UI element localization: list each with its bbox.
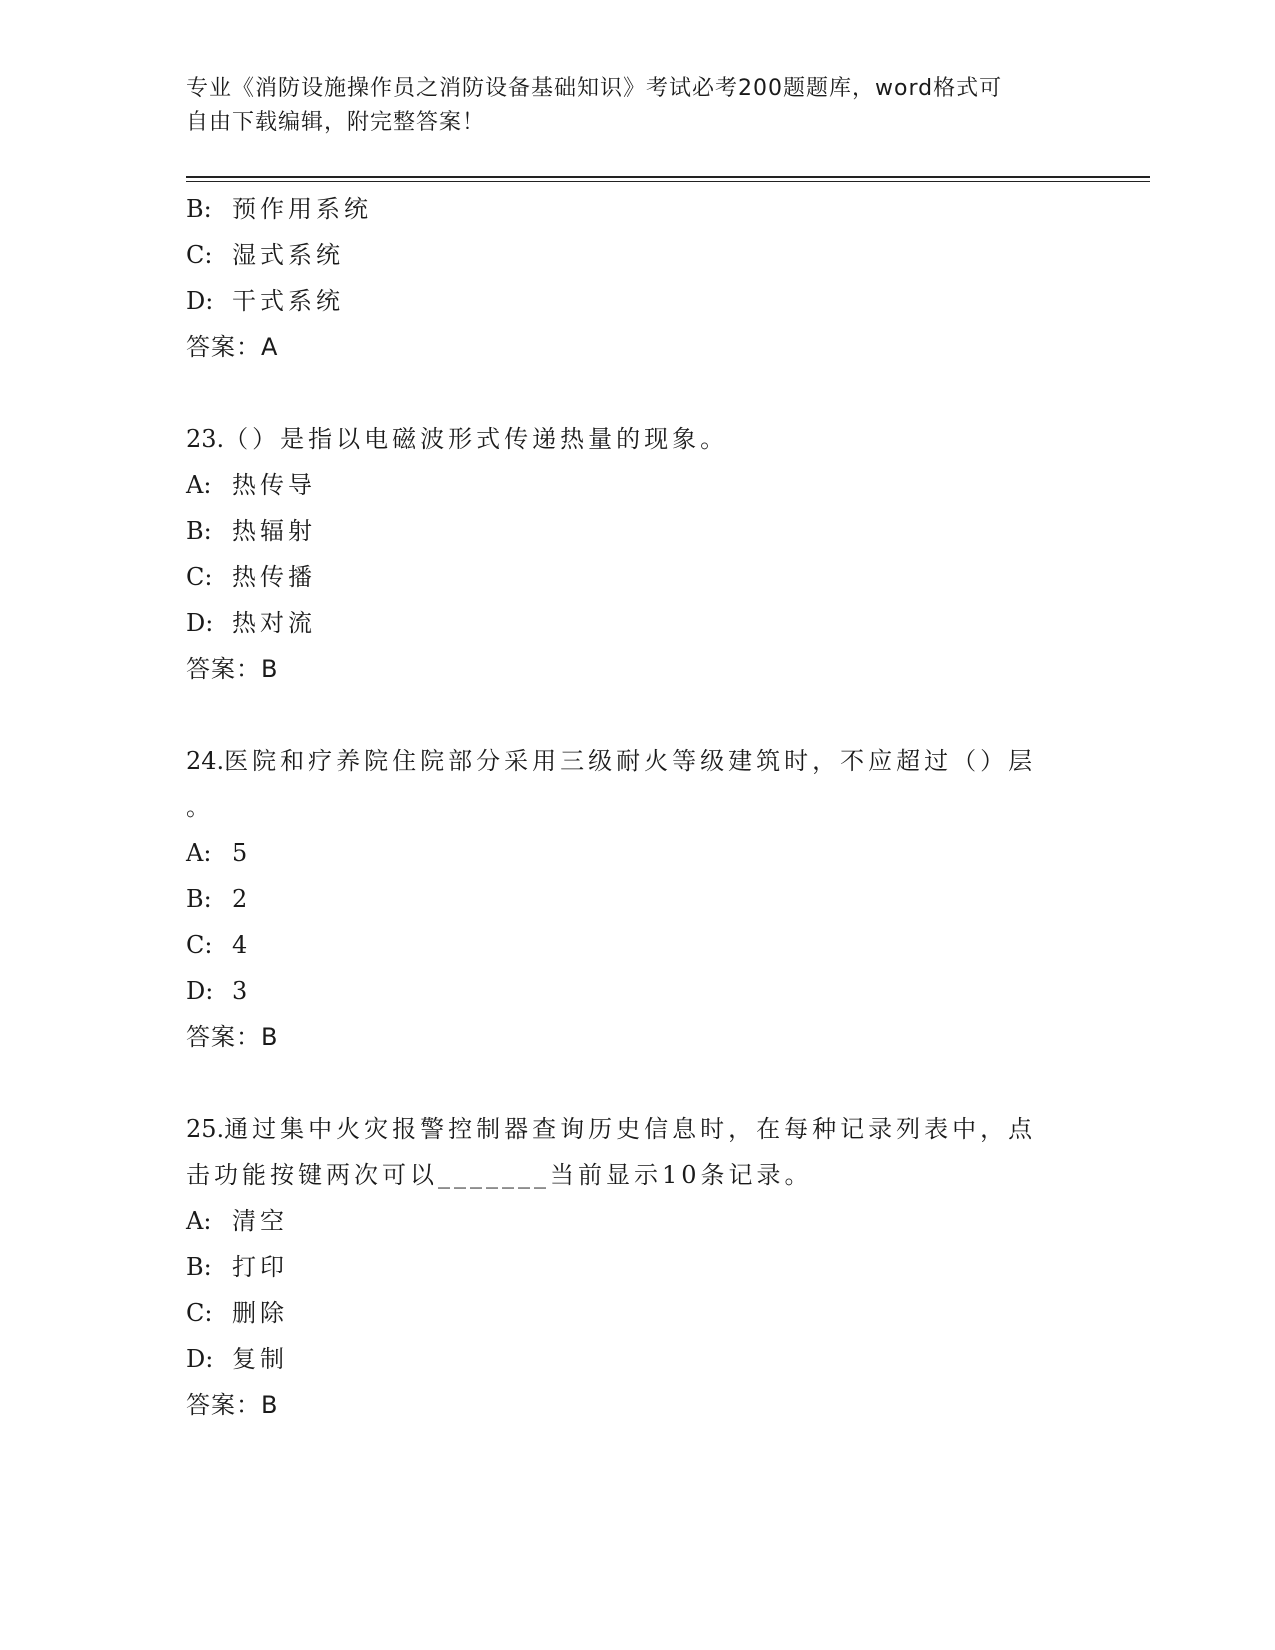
option-text: 2: [232, 885, 252, 913]
option-c: [186, 1290, 1066, 1336]
option-a: [186, 1198, 1066, 1244]
option-letter: B:: [186, 517, 212, 545]
option-letter: C:: [186, 1299, 213, 1327]
option-text: 删除: [232, 1299, 288, 1327]
option-c: [186, 554, 1066, 600]
option-letter: D:: [186, 609, 214, 637]
question-text-continuation: 。: [186, 793, 214, 821]
document-body: [186, 186, 1066, 1428]
option-d: [186, 278, 1066, 324]
option-letter: B:: [186, 1253, 212, 1281]
option-text: 4: [232, 931, 252, 959]
option-text: 热对流: [232, 609, 316, 637]
spacer: [186, 370, 1066, 416]
option-a: [186, 462, 1066, 508]
option-d: [186, 968, 1066, 1014]
answer-line: 答案：B: [186, 1391, 279, 1419]
option-text: 热辐射: [232, 517, 316, 545]
option-d: [186, 1336, 1066, 1382]
option-letter: A:: [186, 1207, 212, 1235]
option-text: 热传播: [232, 563, 316, 591]
option-b: [186, 1244, 1066, 1290]
continued-question: [186, 186, 1066, 370]
option-letter: A:: [186, 471, 212, 499]
option-text: 打印: [232, 1253, 288, 1281]
option-letter: D:: [186, 287, 214, 315]
option-a: [186, 830, 1066, 876]
option-text: 预作用系统: [232, 195, 372, 223]
question-text: [186, 1106, 1066, 1152]
answer-line: 答案：B: [186, 1023, 279, 1051]
question-line: 通过集中火灾报警控制器查询历史信息时，在每种记录列表中，点: [224, 1115, 1037, 1143]
question-line: （）是指以电磁波形式传递热量的现象。: [224, 425, 729, 453]
option-text: 热传导: [232, 471, 316, 499]
option-text: 湿式系统: [232, 241, 344, 269]
option-letter: C:: [186, 563, 213, 591]
option-d: [186, 600, 1066, 646]
header-line-2: 自由下载编辑，附完整答案！: [186, 110, 486, 135]
question-24: [186, 738, 1066, 1060]
question-line: 医院和疗养院住院部分采用三级耐火等级建筑时，不应超过（）层: [224, 747, 1037, 775]
question-number: 24.: [186, 747, 225, 775]
spacer: [186, 1060, 1066, 1106]
option-text: 干式系统: [232, 287, 344, 315]
option-text: 复制: [232, 1345, 288, 1373]
option-text: 清空: [232, 1207, 288, 1235]
question-23: [186, 416, 1066, 692]
option-letter: B:: [186, 885, 212, 913]
question-text: [186, 416, 1066, 462]
option-c: [186, 232, 1066, 278]
question-number: 25.: [186, 1115, 225, 1143]
option-text: 5: [232, 839, 252, 867]
option-letter: D:: [186, 1345, 214, 1373]
question-number: 23.: [186, 425, 225, 453]
header-line-1: 专业《消防设施操作员之消防设备基础知识》考试必考200题题库，word格式可: [186, 76, 1003, 101]
spacer: [186, 692, 1066, 738]
option-c: [186, 922, 1066, 968]
option-b: [186, 876, 1066, 922]
answer-line: 答案：A: [186, 333, 279, 361]
question-25: [186, 1106, 1066, 1428]
option-letter: C:: [186, 241, 213, 269]
option-b: [186, 508, 1066, 554]
option-letter: B:: [186, 195, 212, 223]
option-b: [186, 186, 1066, 232]
question-text: [186, 738, 1066, 784]
header-divider-thin: [186, 181, 1150, 182]
header-divider-thick: [186, 176, 1150, 178]
question-text-continuation: 击功能按键两次可以_______当前显示10条记录。: [186, 1161, 813, 1189]
option-letter: D:: [186, 977, 214, 1005]
page-header: [186, 72, 1066, 140]
option-text: 3: [232, 977, 252, 1005]
answer-line: 答案：B: [186, 655, 279, 683]
option-letter: A:: [186, 839, 212, 867]
option-letter: C:: [186, 931, 213, 959]
